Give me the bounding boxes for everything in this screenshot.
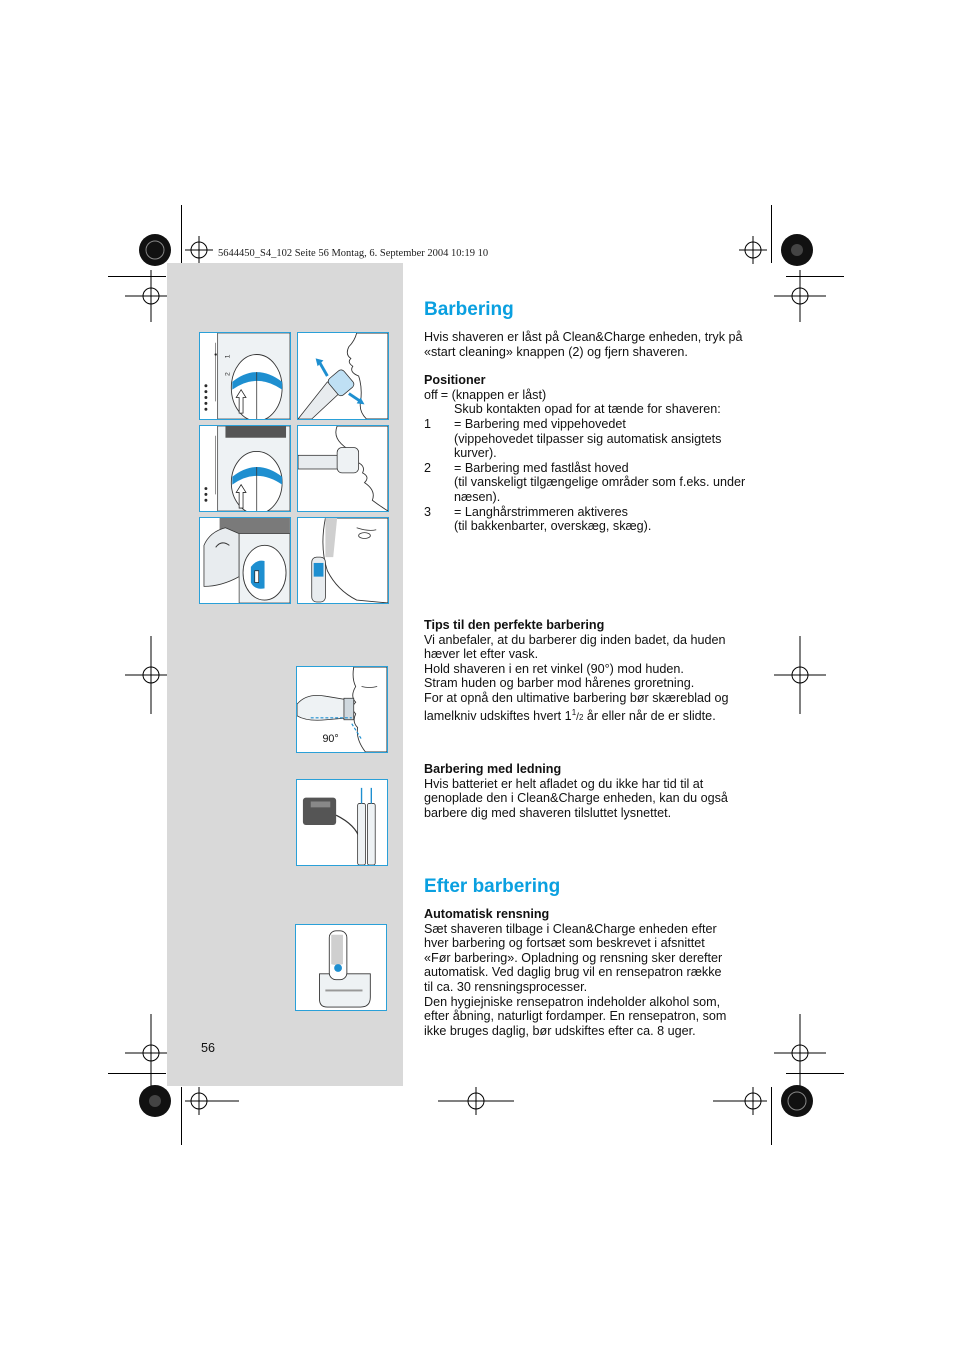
registration-target-icon <box>774 270 826 322</box>
auto-clean-heading: Automatisk rensning <box>424 907 550 921</box>
tips-line-last: lamelkniv udskiftes hvert $1^1/2$ år eller når de er slidte. <box>424 707 716 723</box>
dial-label-1: 1 <box>224 354 232 359</box>
switch-position-2-illustration <box>199 425 291 512</box>
tips-line: hæver let efter vask. <box>424 647 539 662</box>
position-3 <box>424 505 754 520</box>
section-title-efter-barbering: Efter barbering <box>424 876 561 897</box>
position-line: næsen). <box>454 489 501 504</box>
position-line: = (knappen er låst) <box>440 387 547 402</box>
registration-target-icon <box>185 236 213 264</box>
tips-line: For at opnå den ultimative barbering bør skæreblad og <box>424 690 729 705</box>
trimmer-switch-illustration <box>199 517 291 604</box>
position-2 <box>424 461 754 476</box>
color-wheel-icon <box>139 234 171 266</box>
position-key: 1 <box>424 416 432 431</box>
registration-target-icon <box>713 1087 767 1115</box>
color-wheel-icon <box>781 234 813 266</box>
position-line: kurver). <box>454 446 497 461</box>
tips-heading: Tips til den perfekte barbering <box>424 618 605 632</box>
registration-target-icon <box>739 236 767 264</box>
print-header: 5644450_S4_102 Seite 56 Montag, 6. September 2004 10:19 10 <box>218 248 489 259</box>
position-key: 2 <box>424 460 432 475</box>
position-line: Skub kontakten opad for at tænde for shaveren: <box>454 402 721 417</box>
registration-target-icon <box>185 1087 239 1115</box>
cord-line: Hvis batteriet er helt afladet og du ikke har tid til at <box>424 776 704 791</box>
clean-charge-station-illustration <box>295 924 387 1011</box>
positions-heading: Positioner <box>424 373 486 388</box>
color-wheel-icon <box>781 1085 813 1117</box>
auto-clean-line: hver barbering og fortsæt som beskrevet i afsnittet <box>424 936 705 951</box>
position-key: off <box>424 387 438 402</box>
position-off <box>424 388 754 403</box>
tips-line-pre: lamelkniv udskiftes hvert 1 <box>424 708 572 723</box>
tips-line: Hold shaveren i en ret vinkel (90°) mod huden. <box>424 661 684 676</box>
switch-position-1-illustration <box>199 332 291 420</box>
tips-line-post: år eller når de er slidte. <box>583 708 716 723</box>
registration-target-icon <box>774 636 826 714</box>
auto-clean-line: «Før barbering». Opladning og rensning sker derefter <box>424 950 723 965</box>
pivot-head-shaving-illustration <box>297 332 389 420</box>
position-line: = Barbering med fastlåst hoved <box>454 460 629 475</box>
tips-section <box>424 618 754 725</box>
dial-label-2: 2 <box>224 372 232 376</box>
mains-cord-illustration <box>296 779 388 866</box>
ninety-degree-angle-illustration <box>296 666 388 753</box>
page-number: 56 <box>201 1041 216 1055</box>
locked-head-shaving-illustration <box>297 425 389 512</box>
angle-label: 90° <box>322 733 339 746</box>
position-key: 3 <box>424 504 432 519</box>
cord-heading: Barbering med ledning <box>424 762 562 776</box>
cord-line: barbere dig med shaveren tilsluttet lysnettet. <box>424 805 672 820</box>
position-line: (vippehovedet tilpasser sig automatisk ansigtets <box>454 431 722 446</box>
auto-clean-line: Sæt shaveren tilbage i Clean&Charge enheden efter <box>424 921 717 936</box>
cord-section <box>424 762 754 820</box>
color-wheel-icon <box>139 1085 171 1117</box>
tips-line: Stram huden og barber mod hårenes groretning. <box>424 676 695 691</box>
position-line: = Langhårstrimmeren aktiveres <box>454 504 628 519</box>
registration-target-icon <box>774 1014 826 1092</box>
tips-line: Vi anbefaler, at du barberer dig inden badet, da huden <box>424 632 726 647</box>
auto-clean-line: ikke bruges daglig, bør udskiftes efter ca. 8 uger. <box>424 1023 696 1038</box>
auto-clean-line: Den hygiejniske rensepatron indeholder alkohol som, <box>424 994 721 1009</box>
sideburn-trimming-illustration <box>297 517 389 604</box>
auto-clean-line: automatisk. Ved daglig brug vil en rensepatron række <box>424 965 722 980</box>
position-1 <box>424 417 754 432</box>
position-line: (til bakkenbarter, overskæg, skæg). <box>454 519 652 534</box>
auto-clean-line: til ca. 30 rensningsprocesser. <box>424 979 588 994</box>
section-title-barbering: Barbering <box>424 299 514 320</box>
position-line: (til vanskeligt tilgængelige områder som f.eks. under <box>454 475 746 490</box>
position-line: = Barbering med vippehovedet <box>454 416 626 431</box>
fraction-denominator: 2 <box>578 712 584 722</box>
auto-clean-line: efter åbning, naturligt fordamper. En rensepatron, som <box>424 1009 727 1024</box>
barbering-section <box>424 299 754 534</box>
cord-line: genoplade den i Clean&Charge enheden, kan du også <box>424 791 728 806</box>
barbering-intro: Hvis shaveren er låst på Clean&Charge enheden, tryk på «start cleaning» knappen (2) og fjern shaveren. <box>424 330 743 359</box>
registration-target-icon <box>438 1087 514 1115</box>
fraction-numerator: 1 <box>571 707 577 717</box>
efter-section <box>424 876 754 1038</box>
